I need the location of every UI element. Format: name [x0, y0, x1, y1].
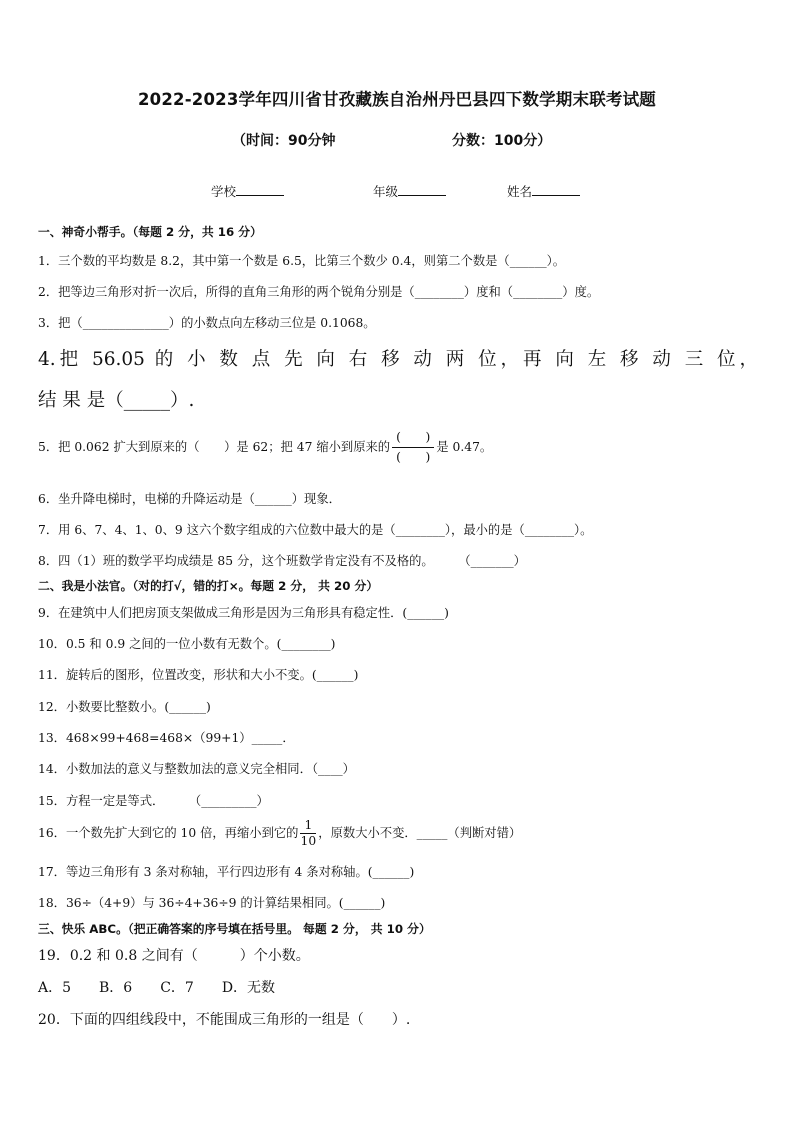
school-field: [211, 182, 284, 200]
question-1: 1．三个数的平均数是 8.2，其中第一个数是 6.5，比第三个数少 0.4，则第二个数是（______）。: [38, 254, 566, 268]
exam-score: 分数：100分）: [452, 133, 552, 149]
question-11: 11．旋转后的图形，位置改变，形状和大小不变。(______): [38, 668, 359, 682]
school-blank: [236, 183, 284, 196]
question-19-options: A．5 B．6 C．7 D．无数: [38, 980, 276, 996]
question-16-fraction: [300, 818, 316, 849]
question-2: 2．把等边三角形对折一次后，所得的直角三角形的两个锐角分别是（________）度和（________）度。: [38, 285, 600, 299]
question-5-part-a: 5．把 0.062 扩大到原来的（ ）是 62；把 47 缩小到原来的: [38, 440, 391, 454]
fraction-numerator: 1: [300, 818, 316, 834]
question-14: 14．小数加法的意义与整数加法的意义完全相同．（____）: [38, 762, 355, 776]
question-15: 15．方程一定是等式． （_________）: [38, 794, 269, 808]
question-16: [38, 818, 521, 849]
name-blank: [532, 183, 580, 196]
fraction-numerator: ( ): [392, 428, 434, 448]
question-9: 9．在建筑中人们把房顶支架做成三角形是因为三角形具有稳定性．(______): [38, 606, 449, 620]
question-8: 8．四（1）班的数学平均成绩是 85 分，这个班数学肯定没有不及格的。 （_______）: [38, 554, 526, 568]
fraction-denominator: ( ): [396, 450, 431, 464]
question-6: 6．坐升降电梯时，电梯的升降运动是（______）现象．: [38, 492, 341, 506]
question-16-part-b: ，原数大小不变．_____（判断对错）: [318, 826, 522, 840]
section-2-heading: 二、我是小法官。（对的打√，错的打×。每题 2 分， 共 20 分）: [38, 579, 379, 593]
question-20: 20．下面的四组线段中，不能围成三角形的一组是（ ）.: [38, 1012, 411, 1028]
question-16-part-a: 16．一个数先扩大到它的 10 倍，再缩小到它的: [38, 826, 299, 840]
question-13: 13．468×99+468=468×（99+1）_____．: [38, 731, 295, 745]
question-4-line-1: 4.把 56.05 的 小 数 点 先 向 右 移 动 两 位，再 向 左 移 动 三 位，: [38, 349, 758, 370]
question-3: 3．把（______________）的小数点向左移动三位是 0.1068。: [38, 316, 376, 330]
school-label: 学校: [211, 184, 237, 199]
exam-title: 2022-2023学年四川省甘孜藏族自治州丹巴县四下数学期末联考试题: [138, 90, 656, 109]
grade-label: 年级: [373, 184, 399, 199]
grade-blank: [398, 183, 446, 196]
name-field: [507, 182, 580, 200]
name-label: 姓名: [507, 184, 533, 199]
question-5: [38, 428, 492, 467]
question-17: 17．等边三角形有 3 条对称轴，平行四边形有 4 条对称轴。(______): [38, 865, 415, 879]
question-4-line-2: 结 果 是（_____）.: [38, 390, 195, 411]
question-5-fraction: [392, 428, 434, 467]
question-5-part-b: 是 0.47。: [436, 440, 493, 454]
question-19: 19．0.2 和 0.8 之间有（ ）个小数。: [38, 948, 310, 964]
question-12: 12．小数要比整数小。(______): [38, 700, 211, 714]
section-3-heading: 三、快乐 ABC。（把正确答案的序号填在括号里。 每题 2 分， 共 10 分）: [38, 922, 431, 936]
question-10: 10．0.5 和 0.9 之间的一位小数有无数个。(________): [38, 637, 336, 651]
grade-field: [373, 182, 446, 200]
fraction-denominator: 10: [300, 834, 317, 848]
question-18: 18．36÷（4+9）与 36÷4+36÷9 的计算结果相同。(______): [38, 896, 386, 910]
exam-time: （时间：90分钟: [232, 133, 336, 149]
section-1-heading: 一、神奇小帮手。（每题 2 分，共 16 分）: [38, 225, 262, 239]
question-7: 7．用 6、7、4、1、0、9 这六个数字组成的六位数中最大的是（________），最小的是（________）。: [38, 523, 593, 537]
